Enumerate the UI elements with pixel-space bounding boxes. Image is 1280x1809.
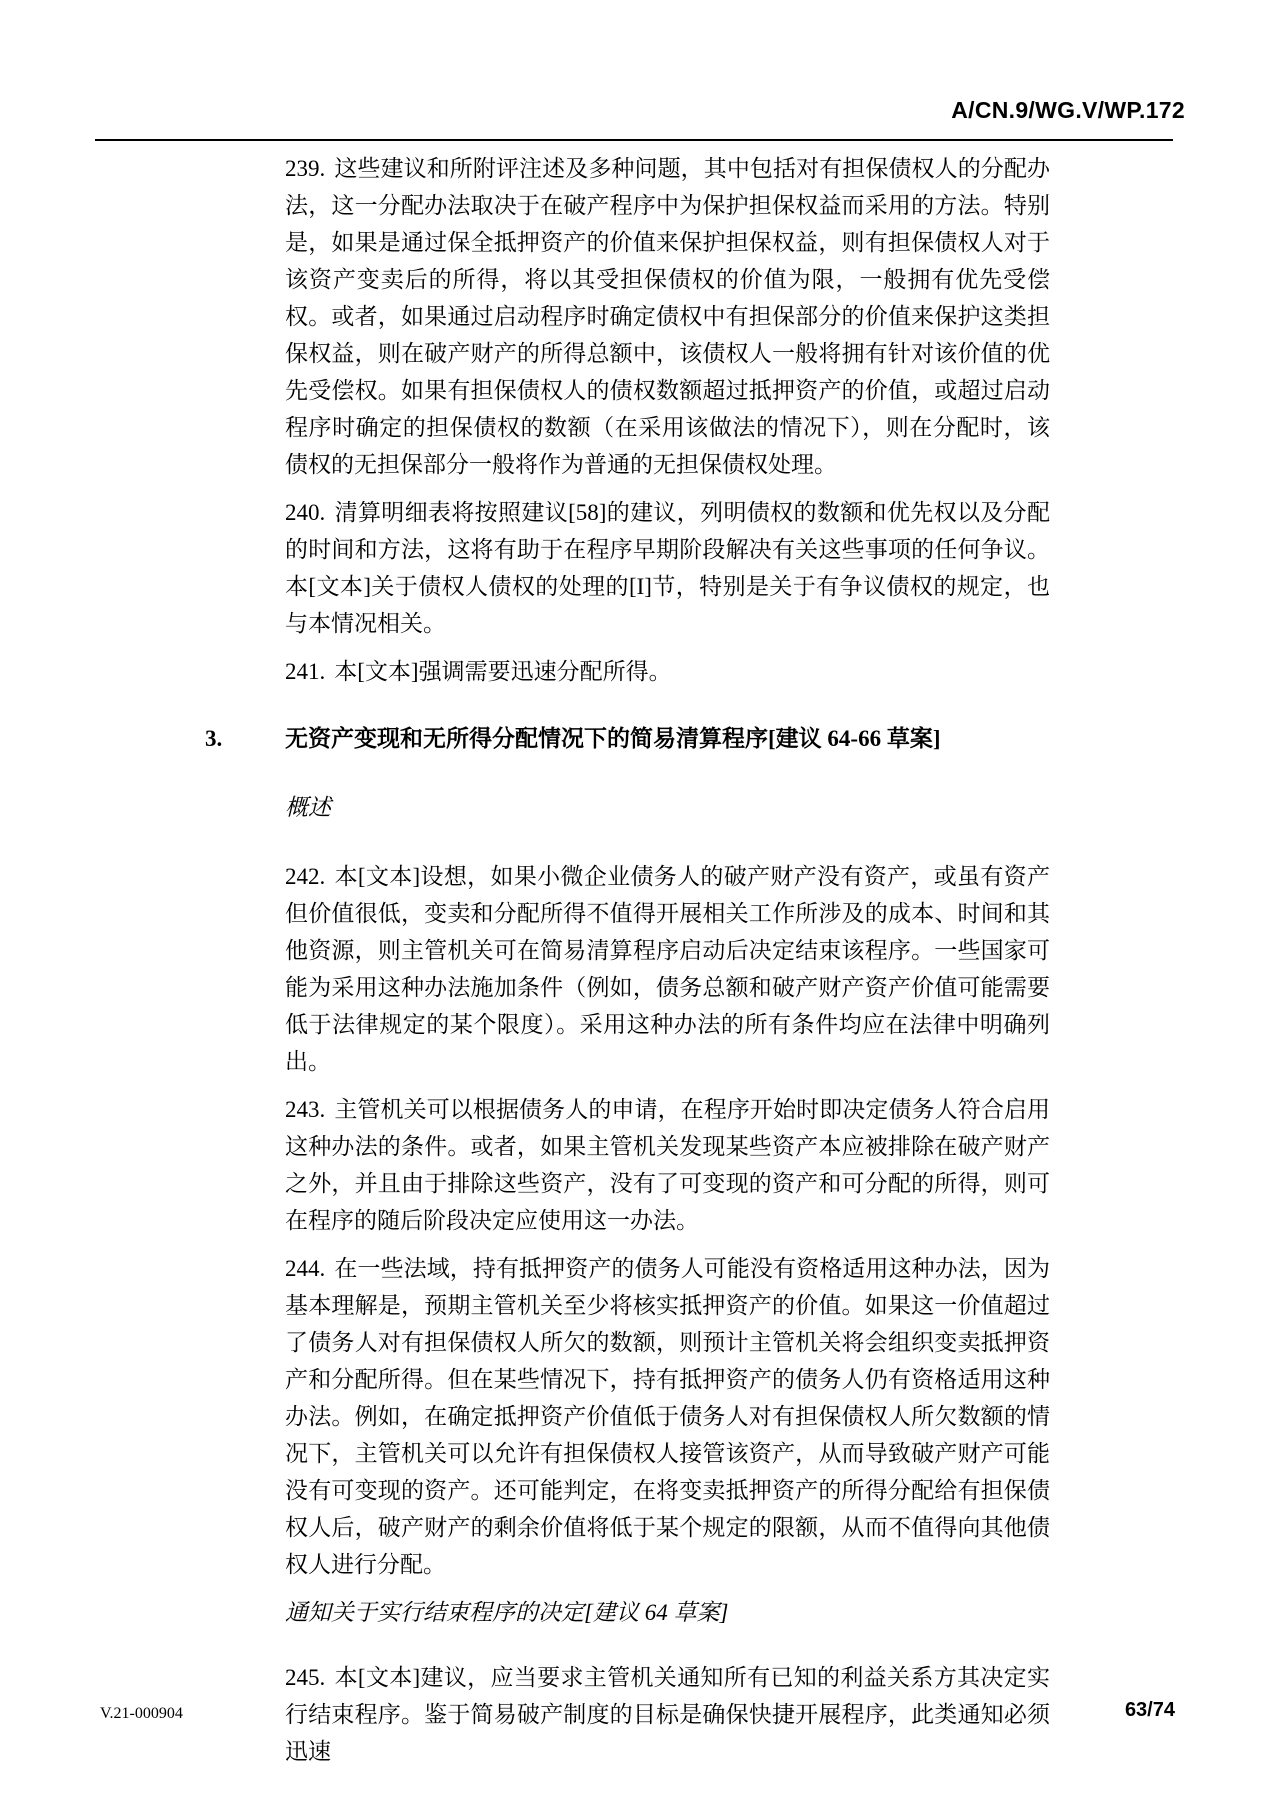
page-number: 63/74	[1124, 1699, 1175, 1721]
paragraph-244	[285, 1250, 1050, 1583]
paragraph-number: 244.	[285, 1256, 326, 1281]
notice-subheading: 通知关于实行结束程序的决定[建议 64 草案]	[285, 1600, 729, 1625]
document-body	[205, 150, 1050, 1781]
paragraph-text: 本[文本]设想，如果小微企业债务人的破产财产没有资产，或虽有资产但价值很低，变卖和分配所得不值得开展相关工作所涉及的成本、时间和其他资源，则主管机关可在简易清算程序启动后决定结束该程序。一些国家可能为采用这种办法施加条件（例如，债务总额和破产财产资产价值可能需要低于法律规定的某个限度）。采用这种办法的所有条件均应在法律中明确列出。	[285, 864, 1050, 1074]
section-number: 3.	[205, 726, 223, 751]
document-symbol: A/CN.9/WG.V/WP.172	[951, 97, 1185, 123]
footer-document-number: V.21-000904	[100, 1705, 183, 1722]
paragraph-number: 242.	[285, 864, 326, 889]
paragraph-239	[285, 150, 1050, 483]
paragraph-240	[285, 494, 1050, 642]
paragraph-number: 239.	[285, 156, 326, 181]
paragraph-241	[285, 653, 1050, 690]
section-heading	[205, 720, 1050, 757]
section-title: 无资产变现和无所得分配情况下的简易清算程序[建议 64-66 草案]	[285, 726, 941, 751]
paragraph-243	[285, 1091, 1050, 1239]
paragraph-number: 243.	[285, 1097, 326, 1122]
header-rule	[95, 139, 1173, 141]
paragraph-text: 清算明细表将按照建议[58]的建议，列明债权的数额和优先权以及分配的时间和方法，这将有助于在程序早期阶段解决有关这些事项的任何争议。本[文本]关于债权人债权的处理的[I]节，特别是关于有争议债权的规定，也与本情况相关。	[285, 500, 1050, 636]
paragraph-text: 在一些法域，持有抵押资产的债务人可能没有资格适用这种办法，因为基本理解是，预期主管机关至少将核实抵押资产的价值。如果这一价值超过了债务人对有担保债权人所欠的数额，则预计主管机关将会组织变卖抵押资产和分配所得。但在某些情况下，持有抵押资产的债务人仍有资格适用这种办法。例如，在确定抵押资产价值低于债务人对有担保债权人所欠数额的情况下，主管机关可以允许有担保债权人接管该资产，从而导致破产财产可能没有可变现的资产。还可能判定，在将变卖抵押资产的所得分配给有担保债权人后，破产财产的剩余价值将低于某个规定的限额，从而不值得向其他债权人进行分配。	[285, 1256, 1050, 1577]
paragraph-245	[285, 1659, 1050, 1770]
paragraph-text: 主管机关可以根据债务人的申请，在程序开始时即决定债务人符合启用这种办法的条件。或者，如果主管机关发现某些资产本应被排除在破产财产之外，并且由于排除这些资产，没有了可变现的资产和可分配的所得，则可在程序的随后阶段决定应使用这一办法。	[285, 1097, 1050, 1233]
paragraph-number: 245.	[285, 1665, 326, 1690]
paragraph-text: 本[文本]强调需要迅速分配所得。	[334, 659, 672, 684]
paragraph-number: 241.	[285, 659, 326, 684]
paragraph-number: 240.	[285, 500, 326, 525]
overview-subheading: 概述	[285, 795, 331, 820]
paragraph-text: 本[文本]建议，应当要求主管机关通知所有已知的利益关系方其决定实行结束程序。鉴于简易破产制度的目标是确保快捷开展程序，此类通知必须迅速	[285, 1665, 1050, 1764]
paragraph-text: 这些建议和所附评注述及多种问题，其中包括对有担保债权人的分配办法，这一分配办法取决于在破产程序中为保护担保权益而采用的方法。特别是，如果是通过保全抵押资产的价值来保护担保权益，则有担保债权人对于该资产变卖后的所得，将以其受担保债权的价值为限，一般拥有优先受偿权。或者，如果通过启动程序时确定债权中有担保部分的价值来保护这类担保权益，则在破产财产的所得总额中，该债权人一般将拥有针对该价值的优先受偿权。如果有担保债权人的债权数额超过抵押资产的价值，或超过启动程序时确定的担保债权的数额（在采用该做法的情况下），则在分配时，该债权的无担保部分一般将作为普通的无担保债权处理。	[285, 156, 1050, 477]
paragraph-242	[285, 858, 1050, 1080]
